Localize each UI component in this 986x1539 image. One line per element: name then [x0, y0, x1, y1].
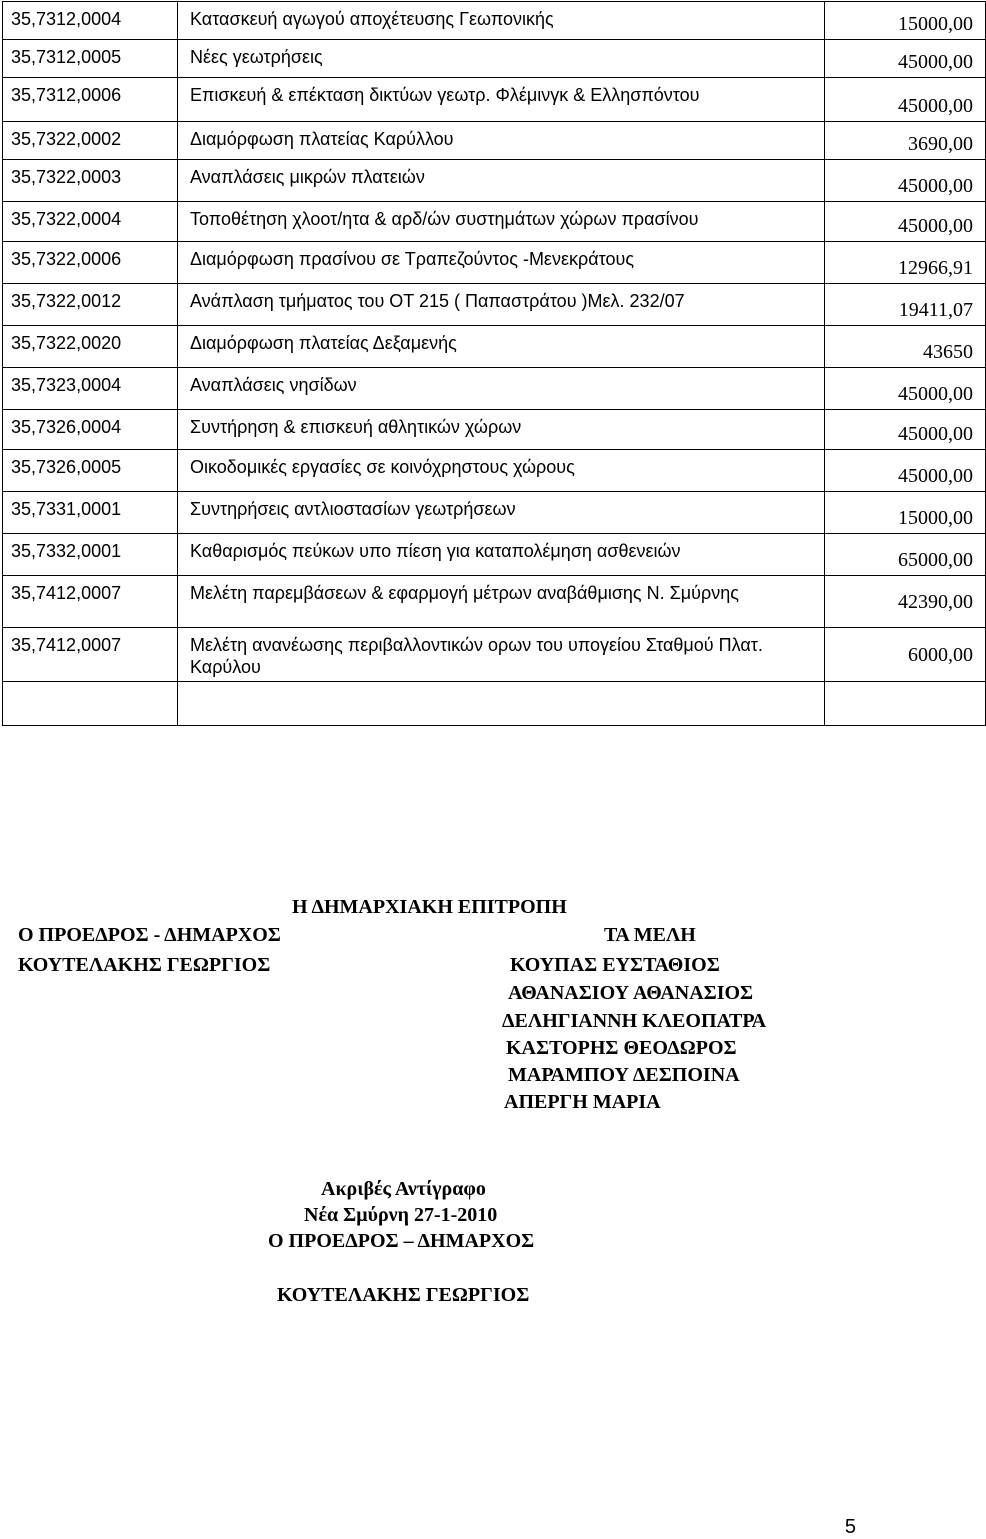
empty-cell	[3, 682, 178, 726]
account-code: 35,7322,0004	[3, 202, 178, 242]
item-amount: 6000,00	[825, 628, 986, 682]
table-row	[3, 450, 986, 492]
budget-table	[2, 1, 986, 726]
item-description: Αναπλάσεις μικρών πλατειών	[178, 160, 825, 202]
item-description: Μελέτη ανανέωσης περιβαλλοντικών ορων του υπογείου Σταθμού Πλατ. Καρύλου	[178, 628, 825, 682]
item-description: Ανάπλαση τμήματος του ΟΤ 215 ( Παπαστράτου )Μελ. 232/07	[178, 284, 825, 326]
item-amount: 3690,00	[825, 122, 986, 160]
table-row-empty	[3, 682, 986, 726]
table-row	[3, 2, 986, 40]
item-amount: 45000,00	[825, 368, 986, 410]
item-description: Αναπλάσεις νησίδων	[178, 368, 825, 410]
true-copy-label: Ακριβές Αντίγραφο	[321, 1178, 486, 1200]
member-name: ΜΑΡΑΜΠΟΥ ΔΕΣΠΟΙΝΑ	[508, 1064, 740, 1086]
item-description: Οικοδομικές εργασίες σε κοινόχρηστους χώρους	[178, 450, 825, 492]
signer-name: ΚΟΥΤΕΛΑΚΗΣ ΓΕΩΡΓΙΟΣ	[277, 1284, 530, 1306]
table-row	[3, 410, 986, 450]
members-title: ΤΑ ΜΕΛΗ	[604, 924, 696, 946]
president-name: ΚΟΥΤΕΛΑΚΗΣ ΓΕΩΡΓΙΟΣ	[18, 954, 271, 976]
budget-table-body	[3, 2, 986, 726]
account-code: 35,7326,0004	[3, 410, 178, 450]
member-name: ΚΟΥΠΑΣ ΕΥΣΤΑΘΙΟΣ	[510, 954, 720, 976]
account-code: 35,7322,0012	[3, 284, 178, 326]
item-amount: 45000,00	[825, 410, 986, 450]
item-description: Διαμόρφωση πλατείας Καρύλλου	[178, 122, 825, 160]
account-code: 35,7332,0001	[3, 534, 178, 576]
item-description: Νέες γεωτρήσεις	[178, 40, 825, 78]
item-description: Μελέτη παρεμβάσεων & εφαρμογή μέτρων αναβάθμισης Ν. Σμύρνης	[178, 576, 825, 628]
table-row	[3, 242, 986, 284]
table-row	[3, 122, 986, 160]
account-code: 35,7322,0002	[3, 122, 178, 160]
item-amount: 43650	[825, 326, 986, 368]
page-number: 5	[844, 1516, 856, 1538]
member-name: ΑΘΑΝΑΣΙΟΥ ΑΘΑΝΑΣΙΟΣ	[508, 982, 754, 1004]
table-row	[3, 202, 986, 242]
item-description: Κατασκευή αγωγού αποχέτευσης Γεωπονικής	[178, 2, 825, 40]
account-code: 35,7323,0004	[3, 368, 178, 410]
item-description: Τοποθέτηση χλοοτ/ητα & αρδ/ών συστημάτων χώρων πρασίνου	[178, 202, 825, 242]
table-row	[3, 534, 986, 576]
table-row	[3, 284, 986, 326]
account-code: 35,7322,0020	[3, 326, 178, 368]
table-row	[3, 78, 986, 122]
item-amount: 15000,00	[825, 492, 986, 534]
signer-title: Ο ΠΡΟΕΔΡΟΣ – ΔΗΜΑΡΧΟΣ	[268, 1230, 535, 1252]
item-amount: 45000,00	[825, 160, 986, 202]
table-row	[3, 40, 986, 78]
committee-heading: Η ΔΗΜΑΡΧΙΑΚΗ ΕΠΙΤΡΟΠΗ	[292, 896, 567, 918]
item-description: Διαμόρφωση πρασίνου σε Τραπεζούντος -Μενεκράτους	[178, 242, 825, 284]
item-amount: 45000,00	[825, 78, 986, 122]
account-code: 35,7312,0005	[3, 40, 178, 78]
member-name: ΚΑΣΤΟΡΗΣ ΘΕΟΔΩΡΟΣ	[506, 1037, 737, 1059]
table-row	[3, 576, 986, 628]
member-name: ΔΕΛΗΓΙΑΝΝΗ ΚΛΕΟΠΑΤΡΑ	[502, 1010, 767, 1032]
table-row	[3, 628, 986, 682]
account-code: 35,7322,0003	[3, 160, 178, 202]
item-amount: 45000,00	[825, 40, 986, 78]
account-code: 35,7312,0006	[3, 78, 178, 122]
account-code: 35,7412,0007	[3, 576, 178, 628]
account-code: 35,7312,0004	[3, 2, 178, 40]
item-amount: 19411,07	[825, 284, 986, 326]
item-amount: 42390,00	[825, 576, 986, 628]
account-code: 35,7322,0006	[3, 242, 178, 284]
item-description: Συντηρήσεις αντλιοστασίων γεωτρήσεων	[178, 492, 825, 534]
table-row	[3, 326, 986, 368]
account-code: 35,7331,0001	[3, 492, 178, 534]
president-title: Ο ΠΡΟΕΔΡΟΣ - ΔΗΜΑΡΧΟΣ	[18, 924, 281, 946]
item-description: Διαμόρφωση πλατείας Δεξαμενής	[178, 326, 825, 368]
item-description: Καθαρισμός πεύκων υπο πίεση για καταπολέμηση ασθενειών	[178, 534, 825, 576]
place-date: Νέα Σμύρνη 27-1-2010	[304, 1204, 498, 1226]
account-code: 35,7326,0005	[3, 450, 178, 492]
item-amount: 45000,00	[825, 202, 986, 242]
table-row	[3, 160, 986, 202]
item-description: Επισκευή & επέκταση δικτύων γεωτρ. Φλέμινγκ & Ελλησπόντου	[178, 78, 825, 122]
table-row	[3, 492, 986, 534]
empty-cell	[178, 682, 825, 726]
empty-cell	[825, 682, 986, 726]
item-amount: 45000,00	[825, 450, 986, 492]
item-amount: 15000,00	[825, 2, 986, 40]
member-name: ΑΠΕΡΓΗ ΜΑΡΙΑ	[504, 1091, 661, 1113]
item-amount: 12966,91	[825, 242, 986, 284]
item-description: Συντήρηση & επισκευή αθλητικών χώρων	[178, 410, 825, 450]
item-amount: 65000,00	[825, 534, 986, 576]
table-row	[3, 368, 986, 410]
account-code: 35,7412,0007	[3, 628, 178, 682]
